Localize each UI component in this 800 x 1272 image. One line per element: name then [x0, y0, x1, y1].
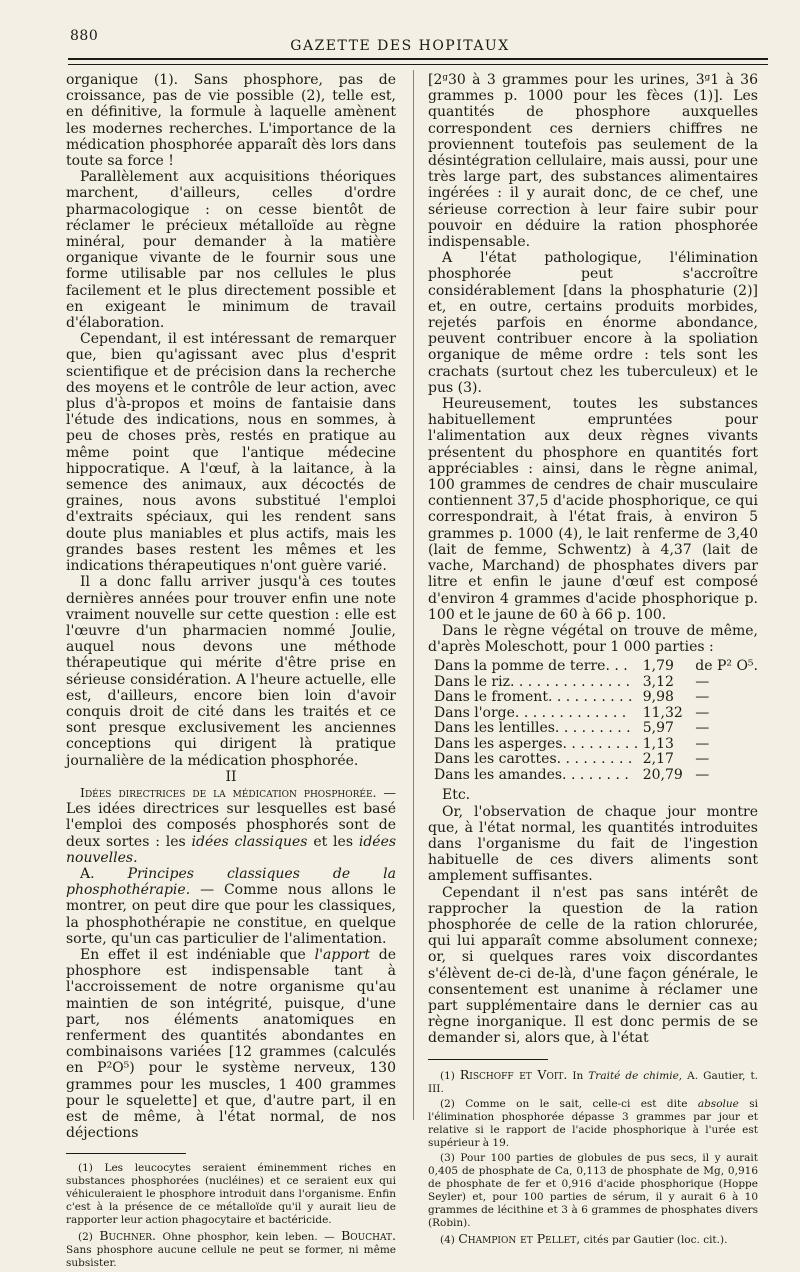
table-cell-food: Dans les asperges. . . . . . . . . [434, 735, 639, 752]
paragraph: Or, l'observation de chaque jour montre que, à l'état normal, les quantités introduites dans l'organisme du fait de l'ingestion habituelle de ces divers aliments sont amplement suffisantes. [428, 803, 758, 885]
table-row [434, 768, 758, 784]
table-row [434, 752, 758, 768]
header-rule-thin [68, 64, 768, 65]
paragraph-text: de phosphore est indispensable tant à l'accroissement de notre organisme qu'au maintien de son intégrité, puisque, d'une part, nos éléments anatomiques en renferment des quantités abondantes en combinaisons variées [12 grammes (calculés en P²O⁵) pour le système nerveux, 130 grammes pour les muscles, 1 400 grammes pour le squelette] et que, d'autre part, il en est de même, à l'état normal, de nos déjections [66, 946, 397, 1142]
footnote: (3) Pour 100 parties de globules de pus secs, il y aurait 0,405 de phosphate de Ca, 0,113 de phosphate de Mg, 0,916 de phosphate de fer et 0,916 d'acide phosphorique (Hoppe Seyler) et, pour 100 parties de sérum, il y aurait 6 à 10 grammes de lécithine et 3 à 6 grammes de phosphates divers (Robin). [428, 1151, 758, 1229]
table-cell-value: 9,98 [642, 689, 674, 706]
table-cell-unit: — [695, 735, 710, 752]
footnote-text: Sans phosphore aucune cellule ne peut se former, ni même subsister. [66, 1244, 396, 1270]
italic-term: idées nouvelles. [66, 833, 397, 866]
table-cell-value: 2,17 [642, 751, 674, 768]
table-etc: Etc. [442, 787, 471, 804]
paragraph [66, 785, 396, 866]
paragraph-text: — Comme nous allons le montrer, on peut dire que pour les classiques, la phosphothérapie ne constitue, en quelque sorte, qu'un cas particulier de l'alimentation. [66, 882, 397, 947]
paragraph: Il a donc fallu arriver jusqu'à ces toutes dernières années pour trouver enfin une note vraiment nouvelle sur cette question : elle est l'œuvre d'un pharmacien nommé Joulie, auquel nous devons une méthode thérapeutique qui mérite d'être prise en sérieuse considération. A l'heure actuelle, elle est, d'ailleurs, encore bien loin d'avoir conquis droit de cité dans les traités et ce sont presque exclusivement les anciennes conceptions qui dirigent là pratique journalière de la médication phosphorée. [66, 574, 396, 769]
table-cell-food: Dans la pomme de terre. . . [434, 658, 628, 675]
footnote-rule [428, 1059, 548, 1060]
footnote-author: Rischoff et Voit. [459, 1066, 568, 1082]
footnote: (1) Les leucocytes seraient éminemment riches en substances phosphorées (nucléines) et ce seraient eux qui véhiculeraient le phosphore introduit dans l'organisme. Enfin c'est à la présence de ce métalloïde qu'il y aurait lieu de rapporter leur action phagocytaire et bactéricide. [66, 1162, 396, 1227]
table-cell-food: Dans les carottes. . . . . . . . . [434, 751, 633, 768]
footnote-author: Champion et Pellet, [458, 1230, 581, 1246]
paragraph: Heureusement, toutes les substances habituellement empruntées pour l'alimentation aux deux règnes vivants présentent du phosphore en quantités fort appréciables : ainsi, dans le règne animal, 100 grammes de cendres de chair musculaire contiennent 37,5 d'acide phosphorique, ce qui correspondrait, à l'état frais, à environ 5 grammes p. 1000 (4), le lait renferme de 3,40 (lait de femme, Schwentz) à 4,37 (lait de vache, Marchand) de phosphates divers par litre et enfin le jaune d'œuf est composé d'environ 4 grammes d'acide phosphorique p. 100 et le jaune de 60 à 66 p. 100. [428, 396, 758, 623]
footnote-marker: (1) [440, 1069, 455, 1082]
italic-term: absolue [697, 1097, 739, 1110]
footnote-marker: (2) [78, 1231, 93, 1244]
table-row [434, 675, 758, 691]
section-number: II [225, 768, 237, 785]
paragraph-text: et les [313, 833, 354, 850]
paragraph [66, 947, 396, 1141]
paragraph: [2ᵍ30 à 3 grammes pour les urines, 3ᵍ1 à 36 grammes p. 1000 pour les fèces (1)]. Les quantités de phosphore auxquelles correspondent ces derniers chiffres ne proviennent toutefois pas seulement de la désintégration cellulaire, mais aussi, pour une très large part, des substances alimentaires ingérées : il y aurait donc, de ce chef, une sérieuse correction à leur faire subir pour pouvoir en déduire la ration phosphorée indispensable. [428, 72, 758, 251]
footnote-title: Traité de chimie, [588, 1069, 683, 1082]
table-row [434, 690, 758, 706]
running-head: GAZETTE DES HOPITAUX [290, 38, 510, 54]
table-row [434, 721, 758, 737]
table-cell-food: Dans les lentilles. . . . . . . . . [434, 720, 631, 737]
table-cell-food: Dans le riz. . . . . . . . . . . . . . [434, 673, 631, 690]
footnotes [428, 1068, 758, 1247]
page-number: 880 [70, 28, 99, 44]
footnote-text: si l'élimination phosphorée dépasse 3 grammes par jour et relative si le rapport de l'acide phosphorique à l'urée est supérieur à 19. [428, 1097, 758, 1149]
table-row [434, 659, 758, 675]
table-row [434, 706, 758, 722]
table-cell-value: 20,79 [642, 766, 683, 783]
footnote-text: (2) Comme on le sait, celle-ci est dite [440, 1097, 688, 1110]
column-divider [413, 70, 414, 1120]
table-cell-value: 1,13 [642, 735, 674, 752]
table-cell-unit: — [695, 751, 710, 768]
footnote-text: A. Gautier, t. III. [428, 1069, 759, 1095]
footnote [428, 1098, 758, 1150]
table-cell-unit: — [695, 704, 710, 721]
table-cell-food: Dans les amandes. . . . . . . . [434, 766, 629, 783]
footnotes [66, 1162, 396, 1270]
footnote-author: Bouchat. [341, 1228, 396, 1244]
table-cell-value: 5,97 [642, 720, 674, 737]
table-cell-value: 1,79 [642, 658, 674, 675]
footnote [66, 1229, 396, 1270]
phosphorus-table [434, 659, 758, 783]
paragraph: A l'état pathologique, l'élimination phosphorée peut s'accroître considérablement [dans la phosphaturie (2)] et, en outre, certains produits morbides, rejetés parfois en énorme abondance, peuvent contribuer encore à la spoliation organique de même ordre : tels sont les crachats (surtout chez les tuberculeux) et le pus (3). [428, 250, 758, 396]
table-cell-unit: — [695, 673, 710, 690]
paragraph: Parallèlement aux acquisitions théoriques marchent, d'ailleurs, celles d'ordre pharmacologique : on cesse bientôt de réclamer le précieux métalloïde au règne minéral, pour demander à la matière organique vivante de le fournir sous une forme utilisable par nos cellules le plus facilement et le plus directement possible et en exigeant le minimum de travail d'élaboration. [66, 169, 396, 332]
table-row [434, 737, 758, 753]
footnote-text: In [572, 1069, 584, 1082]
footnote-rule [66, 1153, 186, 1154]
table-cell-food: Dans le froment. . . . . . . . . . [434, 689, 633, 706]
footnote [428, 1068, 758, 1096]
footnote-author: Buchner. [99, 1228, 157, 1244]
left-column [66, 72, 396, 1272]
subsection-letter: A. [80, 865, 95, 882]
table-cell-value: 11,32 [642, 704, 683, 721]
right-column [428, 72, 758, 1249]
header-rule [68, 58, 768, 60]
footnote [428, 1232, 758, 1247]
paragraph-text: Les idées directrices sur lesquelles est basé l'emploi des composés phosphorés sont de deux sortes : les [66, 801, 396, 850]
italic-term: l'apport [314, 946, 370, 963]
paragraph: Cependant, il est intéressant de remarquer que, bien qu'agissant avec plus d'esprit scientifique et de précision dans la recherche des moyens et le contrôle de leur action, avec plus d'à-propos et moins de fantaisie dans l'étude des indications, nous en sommes, à peu de choses près, restés en pratique au même point que l'antique médecine hippocratique. A l'œuf, à la laitance, à la semence des animaux, aux décoctés de graines, nous avons substitué l'emploi d'extraits spéciaux, qui les rendent sans doute plus maniables et plus actifs, mais les grandes bases restent les mêmes et les indications thérapeutiques n'ont guère varié. [66, 331, 396, 575]
subsection-title: Principes classiques de la phosphothérapie. [66, 865, 396, 899]
phosphorus-table-body [434, 659, 758, 783]
table-cell-value: 3,12 [642, 673, 674, 690]
paragraph: Dans le règne végétal on trouve de même, d'après Moleschott, pour 1 000 parties : [428, 622, 758, 656]
paragraph: Cependant il n'est pas sans intérêt de rapprocher la question de la ration phosphorée de celle de la ration chlorurée, qui lui apparaît comme absolument connexe; or, si quelques rares voix discordantes s'élèvent de-ci de-là, d'une façon générale, le consentement est unanime à réclamer une part supplémentaire dans le dernier cas au règne inorganique. Il est donc permis de se demander si, alors que, à l'état [428, 884, 758, 1047]
table-cell-unit: — [695, 720, 710, 737]
table-cell-unit: — [695, 766, 710, 783]
paragraph-text: En effet il est indéniable que [80, 946, 306, 963]
table-cell-unit: — [695, 689, 710, 706]
paragraph [66, 866, 396, 947]
italic-term: idées classiques [191, 833, 308, 850]
footnote-marker: (4) [440, 1233, 455, 1246]
table-cell-unit: de P² O⁵. [695, 658, 758, 675]
footnote-text: cités par Gautier (loc. cit.). [583, 1233, 728, 1246]
section-heading: Idées directrices de la médication phosphorée. — [80, 784, 396, 800]
paragraph: organique (1). Sans phosphore, pas de croissance, pas de vie possible (2), telle est, en définitive, la formule à laquelle amènent les modernes recherches. L'importance de la médication phosphorée apparaît dès lors dans toute sa force ! [66, 72, 396, 170]
footnote-text: Ohne phosphor, kein leben. — [162, 1231, 335, 1244]
table-cell-food: Dans l'orge. . . . . . . . . . . . . [434, 704, 627, 721]
